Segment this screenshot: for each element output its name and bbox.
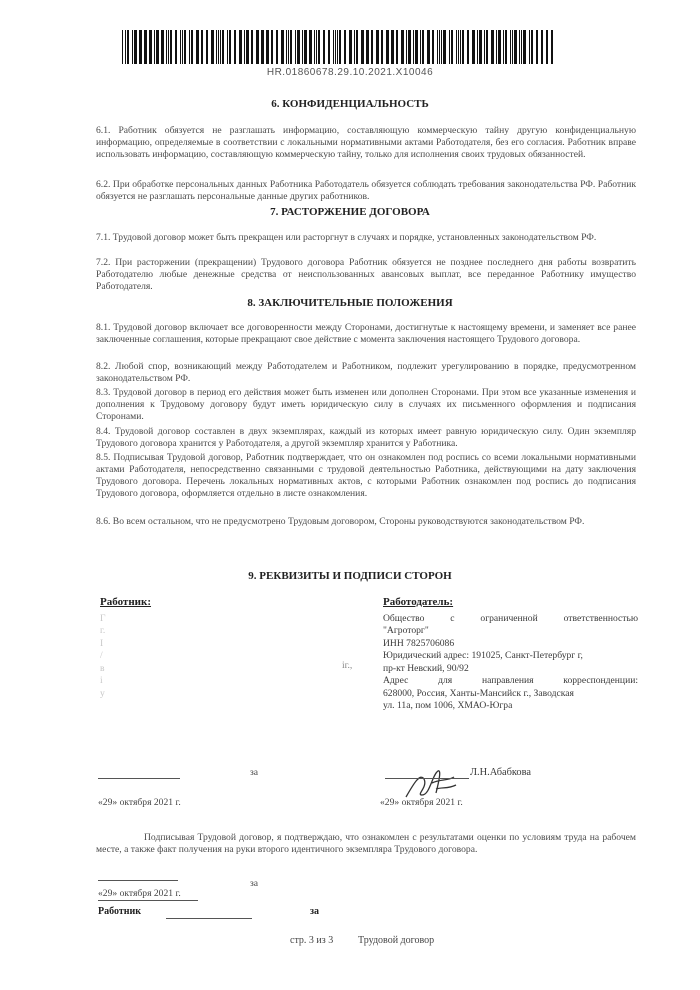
barcode-bar <box>246 30 249 64</box>
barcode-bar <box>189 30 190 64</box>
barcode-bar <box>218 30 219 64</box>
barcode-bar <box>441 30 442 64</box>
barcode-bar <box>191 30 193 64</box>
barcode-bar <box>144 30 147 64</box>
barcode-bar <box>361 30 364 64</box>
section-6-title: 6. КОНФИДЕНЦИАЛЬНОСТЬ <box>271 98 429 110</box>
barcode-bar <box>180 30 181 64</box>
barcode-bar <box>134 30 137 64</box>
barcode-bar <box>401 30 404 64</box>
barcode-bar <box>276 30 278 64</box>
barcode-bar <box>486 30 488 64</box>
barcode-bar <box>175 30 177 64</box>
barcode-bar <box>376 30 379 64</box>
barcode-bar <box>184 30 186 64</box>
barcode-bar <box>479 30 482 64</box>
clause-8-3: 8.3. Трудовой договор в период его действия может быть изменен или дополнен Сторонами. При этом все указанные изменения и дополнения к Трудовому договору будут иметь юридическую силу в случаях их письменного оформления и подписания Сторонами. <box>96 387 636 422</box>
barcode-bar <box>496 30 497 64</box>
barcode-bar <box>328 30 330 64</box>
employer-line: ул. 11а, пом 1006, ХМАО-Югра <box>383 700 513 711</box>
barcode-bar <box>491 30 494 64</box>
barcode-bar <box>149 30 152 64</box>
barcode-bar <box>458 30 459 64</box>
employer-line: Общество с ограниченной ответственностью <box>383 612 638 624</box>
ack-signature-line <box>98 880 178 881</box>
barcode-bar <box>261 30 264 64</box>
barcode-bar <box>531 30 533 64</box>
barcode-bar <box>196 30 199 64</box>
barcode-bar <box>413 30 414 64</box>
barcode-bar <box>168 30 169 64</box>
barcode-bar <box>302 30 303 64</box>
worker-tail: іг., <box>342 660 353 671</box>
barcode-bar <box>551 30 553 64</box>
barcode-bar <box>366 30 369 64</box>
barcode-caption: HR.01860678.29.10.2021.X10046 <box>266 67 434 78</box>
barcode-bar <box>170 30 172 64</box>
clause-7-1: 7.1. Трудовой договор может быть прекращен или расторгнут в случаях и порядке, установленных законодательством РФ. <box>96 232 597 243</box>
barcode-bar <box>132 30 133 64</box>
worker-title: Работник: <box>100 596 152 608</box>
barcode-bar <box>437 30 438 64</box>
barcode-bar <box>420 30 421 64</box>
barcode-bar <box>182 30 183 64</box>
barcode-bar <box>467 30 469 64</box>
clause-6-1: 6.1. Работник обязуется не разглашать информацию, составляющую коммерческую тайну другую конфиденциальную информацию, определяемые в соответствии с локальными нормативными актами Работодателя, без его согласия. Работник вправе использовать информацию, составляющую коммерческую тайну, только для исполнения своих трудовых обязанностей. <box>96 125 636 160</box>
barcode-bar <box>381 30 383 64</box>
barcode-bar <box>498 30 501 64</box>
barcode-bar <box>323 30 325 64</box>
barcode-bar <box>122 30 123 64</box>
employer-line: ИНН 7825706086 <box>383 637 455 649</box>
barcode-bar <box>220 30 221 64</box>
barcode-bar <box>415 30 418 64</box>
employer-line: Юридический адрес: 191025, Санкт-Петербург г, <box>383 650 583 661</box>
barcode-bar <box>510 30 511 64</box>
barcode-bar <box>216 30 217 64</box>
worker-footer-label: Работник <box>98 906 142 917</box>
barcode-bar <box>251 30 253 64</box>
ack-date-line <box>98 900 198 901</box>
barcode-bar <box>304 30 307 64</box>
worker-date: «29» октября 2021 г. <box>98 797 181 808</box>
barcode-bar <box>514 30 517 64</box>
barcode-bar <box>349 30 352 64</box>
barcode-bar <box>234 30 236 64</box>
barcode-bar <box>460 30 461 64</box>
employer-line: "Агроторг" <box>383 625 429 636</box>
worker-details <box>100 596 353 700</box>
barcode-bar <box>239 30 242 64</box>
barcode-bar <box>354 30 355 64</box>
worker-line: у <box>100 687 105 699</box>
barcode-bar <box>546 30 548 64</box>
barcode-bar <box>536 30 538 64</box>
worker-line: і <box>100 675 103 686</box>
barcode-bar <box>286 30 287 64</box>
barcode-bar <box>211 30 214 64</box>
barcode-bar <box>356 30 358 64</box>
barcode-bar <box>529 30 530 64</box>
barcode-bar <box>456 30 457 64</box>
barcode-bar <box>127 30 129 64</box>
section-8-title: 8. ЗАКЛЮЧИТЕЛЬНЫЕ ПОЛОЖЕНИЯ <box>247 297 453 309</box>
barcode-bar <box>222 30 224 64</box>
barcode-bar <box>371 30 373 64</box>
barcode-bar <box>541 30 543 64</box>
section-7-title: 7. РАСТОРЖЕНИЕ ДОГОВОРА <box>270 206 430 218</box>
clause-7-2: 7.2. При расторжении (прекращении) Трудового договора Работник обязуется не позднее последнего дня работы возвратить Работодателю любые денежные средства от неиспользованных авансовых выплат, все переданное Работнику имущество Работодателя. <box>96 257 636 292</box>
barcode-bar <box>449 30 450 64</box>
barcode-bar <box>432 30 434 64</box>
document-label: Трудовой договор <box>358 935 435 946</box>
barcode-bar <box>391 30 394 64</box>
barcode-bar <box>462 30 464 64</box>
worker-signature-line <box>98 778 180 779</box>
barcode-bar <box>161 30 164 64</box>
barcode <box>120 30 560 64</box>
barcode-bar <box>244 30 245 64</box>
barcode-bar <box>427 30 430 64</box>
acknowledgement-text: Подписывая Трудовой договор, я подтверждаю, что ознакомлен с результатами оценки по условиям труда на рабочем месте, а также факт получения на руки второго идентичного экземпляра Трудового договора. <box>96 832 636 855</box>
clause-8-4: 8.4. Трудовой договор составлен в двух экземплярах, каждый из которых имеет равную юридическую силу. Один экземпляр Трудового договора хранится у Работодателя, а другой экземпляр хранится у Работника. <box>96 426 636 449</box>
barcode-bar <box>316 30 317 64</box>
employer-title: Работодатель: <box>383 596 454 608</box>
barcode-bar <box>408 30 411 64</box>
barcode-bar <box>472 30 475 64</box>
clause-6-2: 6.2. При обработке персональных данных Работника Работодатель обязуется соблюдать требования законодательства РФ. Работник обязуется не разглашать персональные данные других работников. <box>96 179 636 202</box>
worker-line: І <box>100 637 104 649</box>
barcode-bar <box>314 30 315 64</box>
barcode-bar <box>309 30 312 64</box>
barcode-bar <box>154 30 155 64</box>
worker-line: Г <box>100 612 106 624</box>
barcode-bar <box>281 30 284 64</box>
barcode-bar <box>519 30 520 64</box>
barcode-bar <box>201 30 203 64</box>
barcode-bar <box>297 30 300 64</box>
barcode-bar <box>266 30 269 64</box>
employer-signer: Л.Н.Абабкова <box>470 767 532 778</box>
worker-line: г. <box>100 625 106 636</box>
clause-8-5: 8.5. Подписывая Трудовой договор, Работник подтверждает, что он ознакомлен под роспись со всеми локальными нормативными актами Работодателя, непосредственно связанными с трудовой деятельностью Работника, действующими на дату заключения Трудового договора. Перечень локальных нормативных актов, с которыми Работник ознакомлен под роспись до подписания Трудового договора, оформляется отдельно в листе ознакомления. <box>96 452 636 499</box>
ack-suffix: за <box>250 878 259 889</box>
barcode-bar <box>451 30 453 64</box>
barcode-bar <box>271 30 273 64</box>
worker-line: в <box>100 662 105 674</box>
barcode-bar <box>406 30 407 64</box>
barcode-bar <box>396 30 398 64</box>
barcode-bar <box>521 30 522 64</box>
worker-footer-line <box>166 918 252 919</box>
barcode-bar <box>166 30 167 64</box>
barcode-bar <box>443 30 446 64</box>
worker-sign-suffix: за <box>250 767 259 778</box>
barcode-bar <box>386 30 389 64</box>
barcode-bar <box>505 30 507 64</box>
barcode-bar <box>295 30 296 64</box>
barcode-bar <box>337 30 338 64</box>
barcode-bar <box>335 30 336 64</box>
barcode-bar <box>256 30 259 64</box>
clause-8-2: 8.2. Любой спор, возникающий между Работодателем и Работником, подлежит урегулированию в порядке, предусмотренном законодательством РФ. <box>96 361 636 384</box>
barcode-bar <box>125 30 126 64</box>
barcode-bar <box>206 30 208 64</box>
employer-line: Адрес для направления корреспонденции: <box>383 675 638 686</box>
clause-8-1: 8.1. Трудовой договор включает все договоренности между Сторонами, достигнутые к настоящему времени, и заменяет все ранее заключенные соглашения, которые прекращают свое действие с момента заключения настоящего Трудового договора. <box>96 322 636 345</box>
barcode-bar <box>344 30 346 64</box>
worker-footer-suffix: за <box>310 906 320 917</box>
barcode-bar <box>523 30 526 64</box>
section-9-title: 9. РЕКВИЗИТЫ И ПОДПИСИ СТОРОН <box>248 570 452 582</box>
barcode-bar <box>484 30 485 64</box>
barcode-bar <box>156 30 159 64</box>
barcode-bar <box>439 30 440 64</box>
barcode-bar <box>503 30 504 64</box>
barcode-bar <box>477 30 478 64</box>
employer-date: «29» октября 2021 г. <box>380 797 463 808</box>
worker-line: / <box>100 650 103 661</box>
employer-signature-line <box>385 778 469 779</box>
barcode-bar <box>139 30 142 64</box>
barcode-bar <box>422 30 424 64</box>
barcode-bar <box>333 30 334 64</box>
barcode-bar <box>318 30 320 64</box>
barcode-bar <box>512 30 513 64</box>
barcode-bar <box>290 30 292 64</box>
clause-8-6: 8.6. Во всем остальном, что не предусмотрено Трудовым договором, Стороны руководствуются законодательством РФ. <box>96 516 585 527</box>
barcode-bar <box>288 30 289 64</box>
employer-line: пр-кт Невский, 90/92 <box>383 662 469 674</box>
employer-line: 628000, Россия, Ханты-Мансийск г., Заводская <box>383 687 574 699</box>
page-number: стр. 3 из 3 <box>290 935 334 946</box>
barcode-bar <box>229 30 231 64</box>
barcode-bar <box>227 30 228 64</box>
ack-date: «29» октября 2021 г. <box>98 888 181 899</box>
employer-details <box>383 596 638 713</box>
barcode-bar <box>339 30 341 64</box>
